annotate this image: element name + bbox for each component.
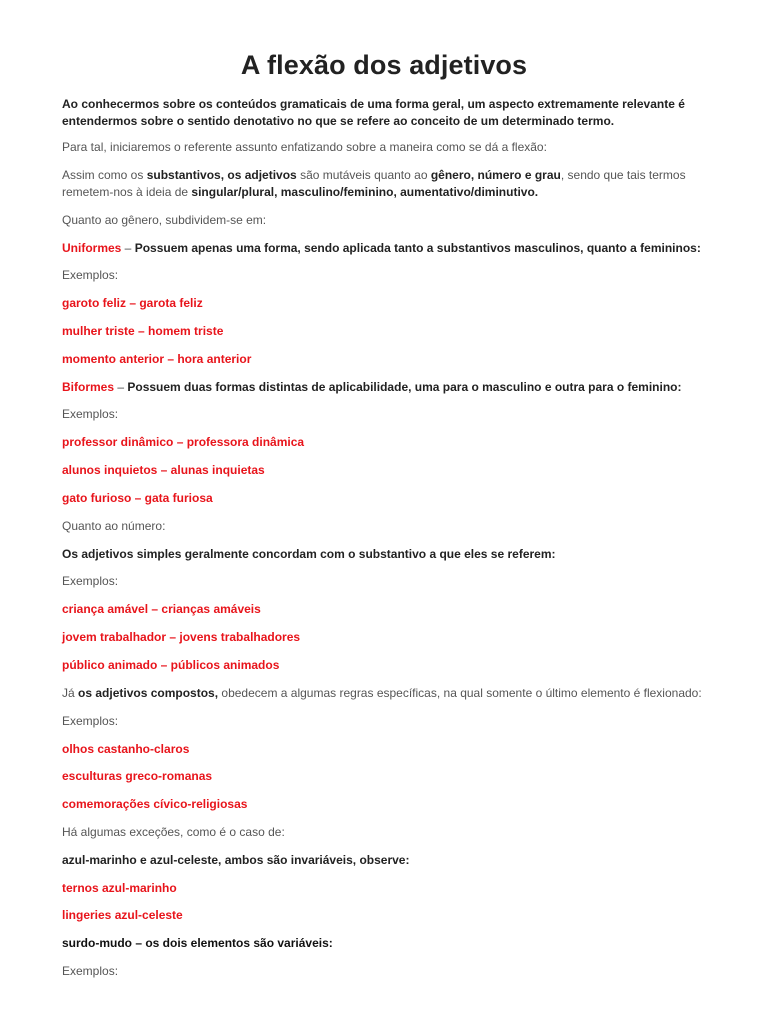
compostos-bold: os adjetivos compostos, <box>78 686 219 700</box>
uniformes-definition <box>62 240 722 257</box>
exemplos-label: Exemplos: <box>62 964 119 978</box>
excecoes-paragraph: Há algumas exceções, como é o caso de: <box>62 825 285 839</box>
exemplos-label: Exemplos: <box>62 574 119 588</box>
example-item: comemorações cívico-religiosas <box>62 797 248 811</box>
example-item: garoto feliz – garota feliz <box>62 296 203 310</box>
compostos-text-1: Já <box>62 686 79 700</box>
simples-paragraph: Os adjetivos simples geralmente concordam com o substantivo a que eles se referem: <box>62 547 556 561</box>
example-item: mulher triste – homem triste <box>62 324 224 338</box>
biformes-dash: – <box>114 380 128 394</box>
example-item: alunos inquietos – alunas inquietas <box>62 463 265 477</box>
example-item: professor dinâmico – professora dinâmica <box>62 435 305 449</box>
example-item: momento anterior – hora anterior <box>62 352 252 366</box>
compostos-paragraph <box>62 685 722 702</box>
example-item: lingeries azul-celeste <box>62 908 183 922</box>
uniformes-term: Uniformes <box>62 241 122 255</box>
assim-bold-2: gênero, número e grau <box>430 168 561 182</box>
azul-paragraph: azul-marinho e azul-celeste, ambos são invariáveis, observe: <box>62 853 410 867</box>
assim-bold-1: substantivos, os adjetivos <box>146 168 297 182</box>
exemplos-label: Exemplos: <box>62 714 119 728</box>
intro-paragraph: Ao conhecermos sobre os conteúdos gramaticais de uma forma geral, um aspecto extremamente relevante é entendermos sobre o sentido denotativo no que se refere ao conceito de um determinado termo. <box>62 97 685 128</box>
assim-text-2: são mutáveis quanto ao <box>296 168 431 182</box>
example-item: gato furioso – gata furiosa <box>62 491 213 505</box>
uniformes-dash: – <box>121 241 135 255</box>
exemplos-label: Exemplos: <box>62 407 119 421</box>
biformes-term: Biformes <box>62 380 115 394</box>
compostos-text-2: obedecem a algumas regras específicas, na qual somente o último elemento é flexionado: <box>218 686 702 700</box>
exemplos-label: Exemplos: <box>62 268 119 282</box>
example-item: esculturas greco-romanas <box>62 769 213 783</box>
example-item: olhos castanho-claros <box>62 742 190 756</box>
assim-bold-3: singular/plural, masculino/feminino, aumentativo/diminutivo. <box>191 185 539 199</box>
para-tal-paragraph: Para tal, iniciaremos o referente assunto enfatizando sobre a maneira como se dá a flexão: <box>62 140 547 154</box>
page-title: A flexão dos adjetivos <box>240 50 528 80</box>
surdo-paragraph: surdo-mudo – os dois elementos são variáveis: <box>62 936 333 950</box>
assim-paragraph <box>62 167 722 201</box>
biformes-description: Possuem duas formas distintas de aplicabilidade, uma para o masculino e outra para o feminino: <box>127 380 682 394</box>
example-item: ternos azul-marinho <box>62 881 177 895</box>
example-item: jovem trabalhador – jovens trabalhadores <box>62 630 301 644</box>
assim-text-3: , sendo que tais termos remetem-nos à ideia de <box>62 168 686 199</box>
example-item: público animado – públicos animados <box>62 658 280 672</box>
assim-text-1: Assim como os <box>62 168 147 182</box>
example-item: criança amável – crianças amáveis <box>62 602 261 616</box>
numero-heading: Quanto ao número: <box>62 519 166 533</box>
genero-heading: Quanto ao gênero, subdividem-se em: <box>62 213 267 227</box>
biformes-definition <box>62 379 722 396</box>
uniformes-description: Possuem apenas uma forma, sendo aplicada tanto a substantivos masculinos, quanto a femininos: <box>134 241 701 255</box>
